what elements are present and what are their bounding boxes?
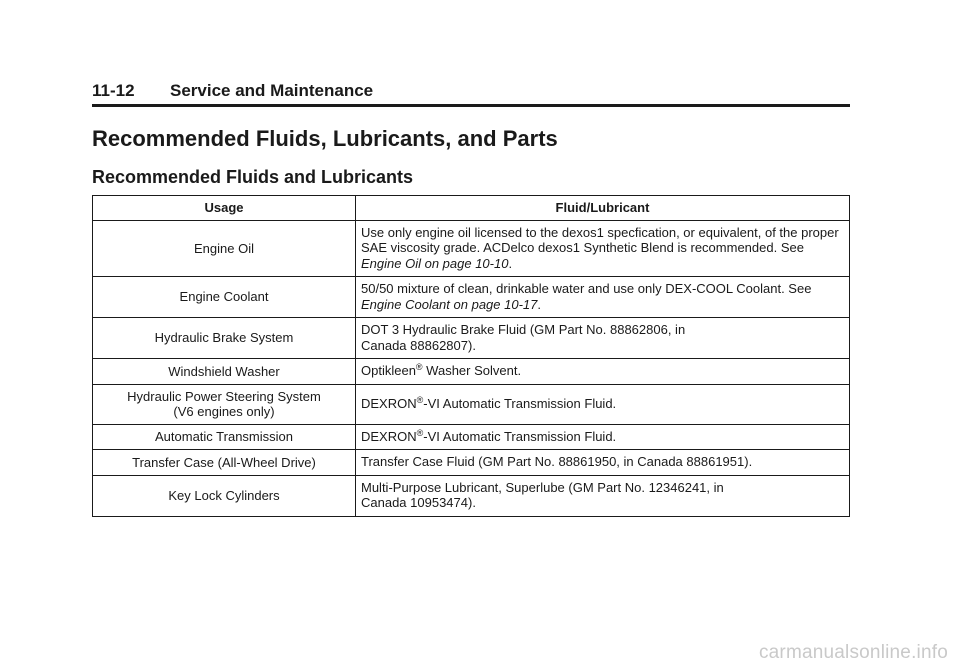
usage-cell: Windshield Washer [93,359,356,385]
table-row [93,277,850,318]
table-row [93,359,850,385]
page-title: Recommended Fluids, Lubricants, and Parts [92,126,558,151]
table-row [93,424,850,450]
table-row [93,450,850,476]
page-number: 11-12 [92,81,135,100]
fluid-cell: Transfer Case Fluid (GM Part No. 88861950, in Canada 88861951). [356,450,850,476]
table-row [93,318,850,359]
page-reference: Engine Coolant on page 10-17 [361,296,538,312]
fluid-text-line: Canada 88862807). [361,337,476,353]
fluid-text: Washer Solvent. [422,363,522,378]
sentence-end: . [508,255,513,271]
column-header-usage: Usage [93,196,356,221]
fluid-cell [356,318,850,359]
fluid-text-line: Canada 10953474). [361,495,476,510]
usage-cell: Engine Coolant [93,277,356,318]
fluid-text: -VI Automatic Transmission Fluid. [423,395,617,411]
page-reference: Engine Oil on page 10-10 [361,255,509,271]
table-row [93,220,850,277]
usage-line: (V6 engines only) [173,404,275,419]
fluid-cell [356,424,850,450]
fluid-text-line: Multi-Purpose Lubricant, Superlube (GM Part No. 12346241, in [361,479,724,495]
usage-line: Hydraulic Power Steering System [127,388,321,404]
page-header [92,80,850,107]
section-title: Service and Maintenance [170,81,374,100]
fluid-cell [356,277,850,318]
table-row [93,475,850,516]
usage-cell: Hydraulic Brake System [93,318,356,359]
usage-cell: Key Lock Cylinders [93,475,356,516]
fluid-cell [356,475,850,516]
usage-cell [93,384,356,424]
registered-mark: ® [415,362,423,372]
fluid-text: 50/50 mixture of clean, drinkable water and use only DEX-COOL Coolant. See [361,281,812,296]
section-subtitle: Recommended Fluids and Lubricants [92,167,414,187]
fluid-text: Use only engine oil licensed to the dexos1 specfication, or equivalent, of the proper SAE viscosity grade. ACDelco dexos1 Synthetic Blend is recommended. See [361,224,839,255]
fluid-cell [356,384,850,424]
fluid-text: -VI Automatic Transmission Fluid. [423,428,617,444]
registered-mark: ® [416,394,424,405]
watermark: carmanualsonline.info [758,642,948,663]
registered-mark: ® [416,427,424,438]
usage-cell: Engine Oil [93,220,356,277]
fluid-cell [356,220,850,277]
table-header-row [93,196,850,221]
brand-name: DEXRON [361,428,417,444]
brand-name: DEXRON [361,395,417,411]
sentence-end: . [537,296,541,312]
fluids-table [92,195,850,517]
fluid-cell [356,359,850,385]
usage-cell: Automatic Transmission [93,424,356,450]
table-row [93,384,850,424]
fluid-text-line: DOT 3 Hydraulic Brake Fluid (GM Part No. 88862806, in [361,322,686,337]
column-header-fluid: Fluid/Lubricant [356,196,850,221]
brand-name: Optikleen [361,363,416,378]
usage-cell: Transfer Case (All-Wheel Drive) [93,450,356,476]
